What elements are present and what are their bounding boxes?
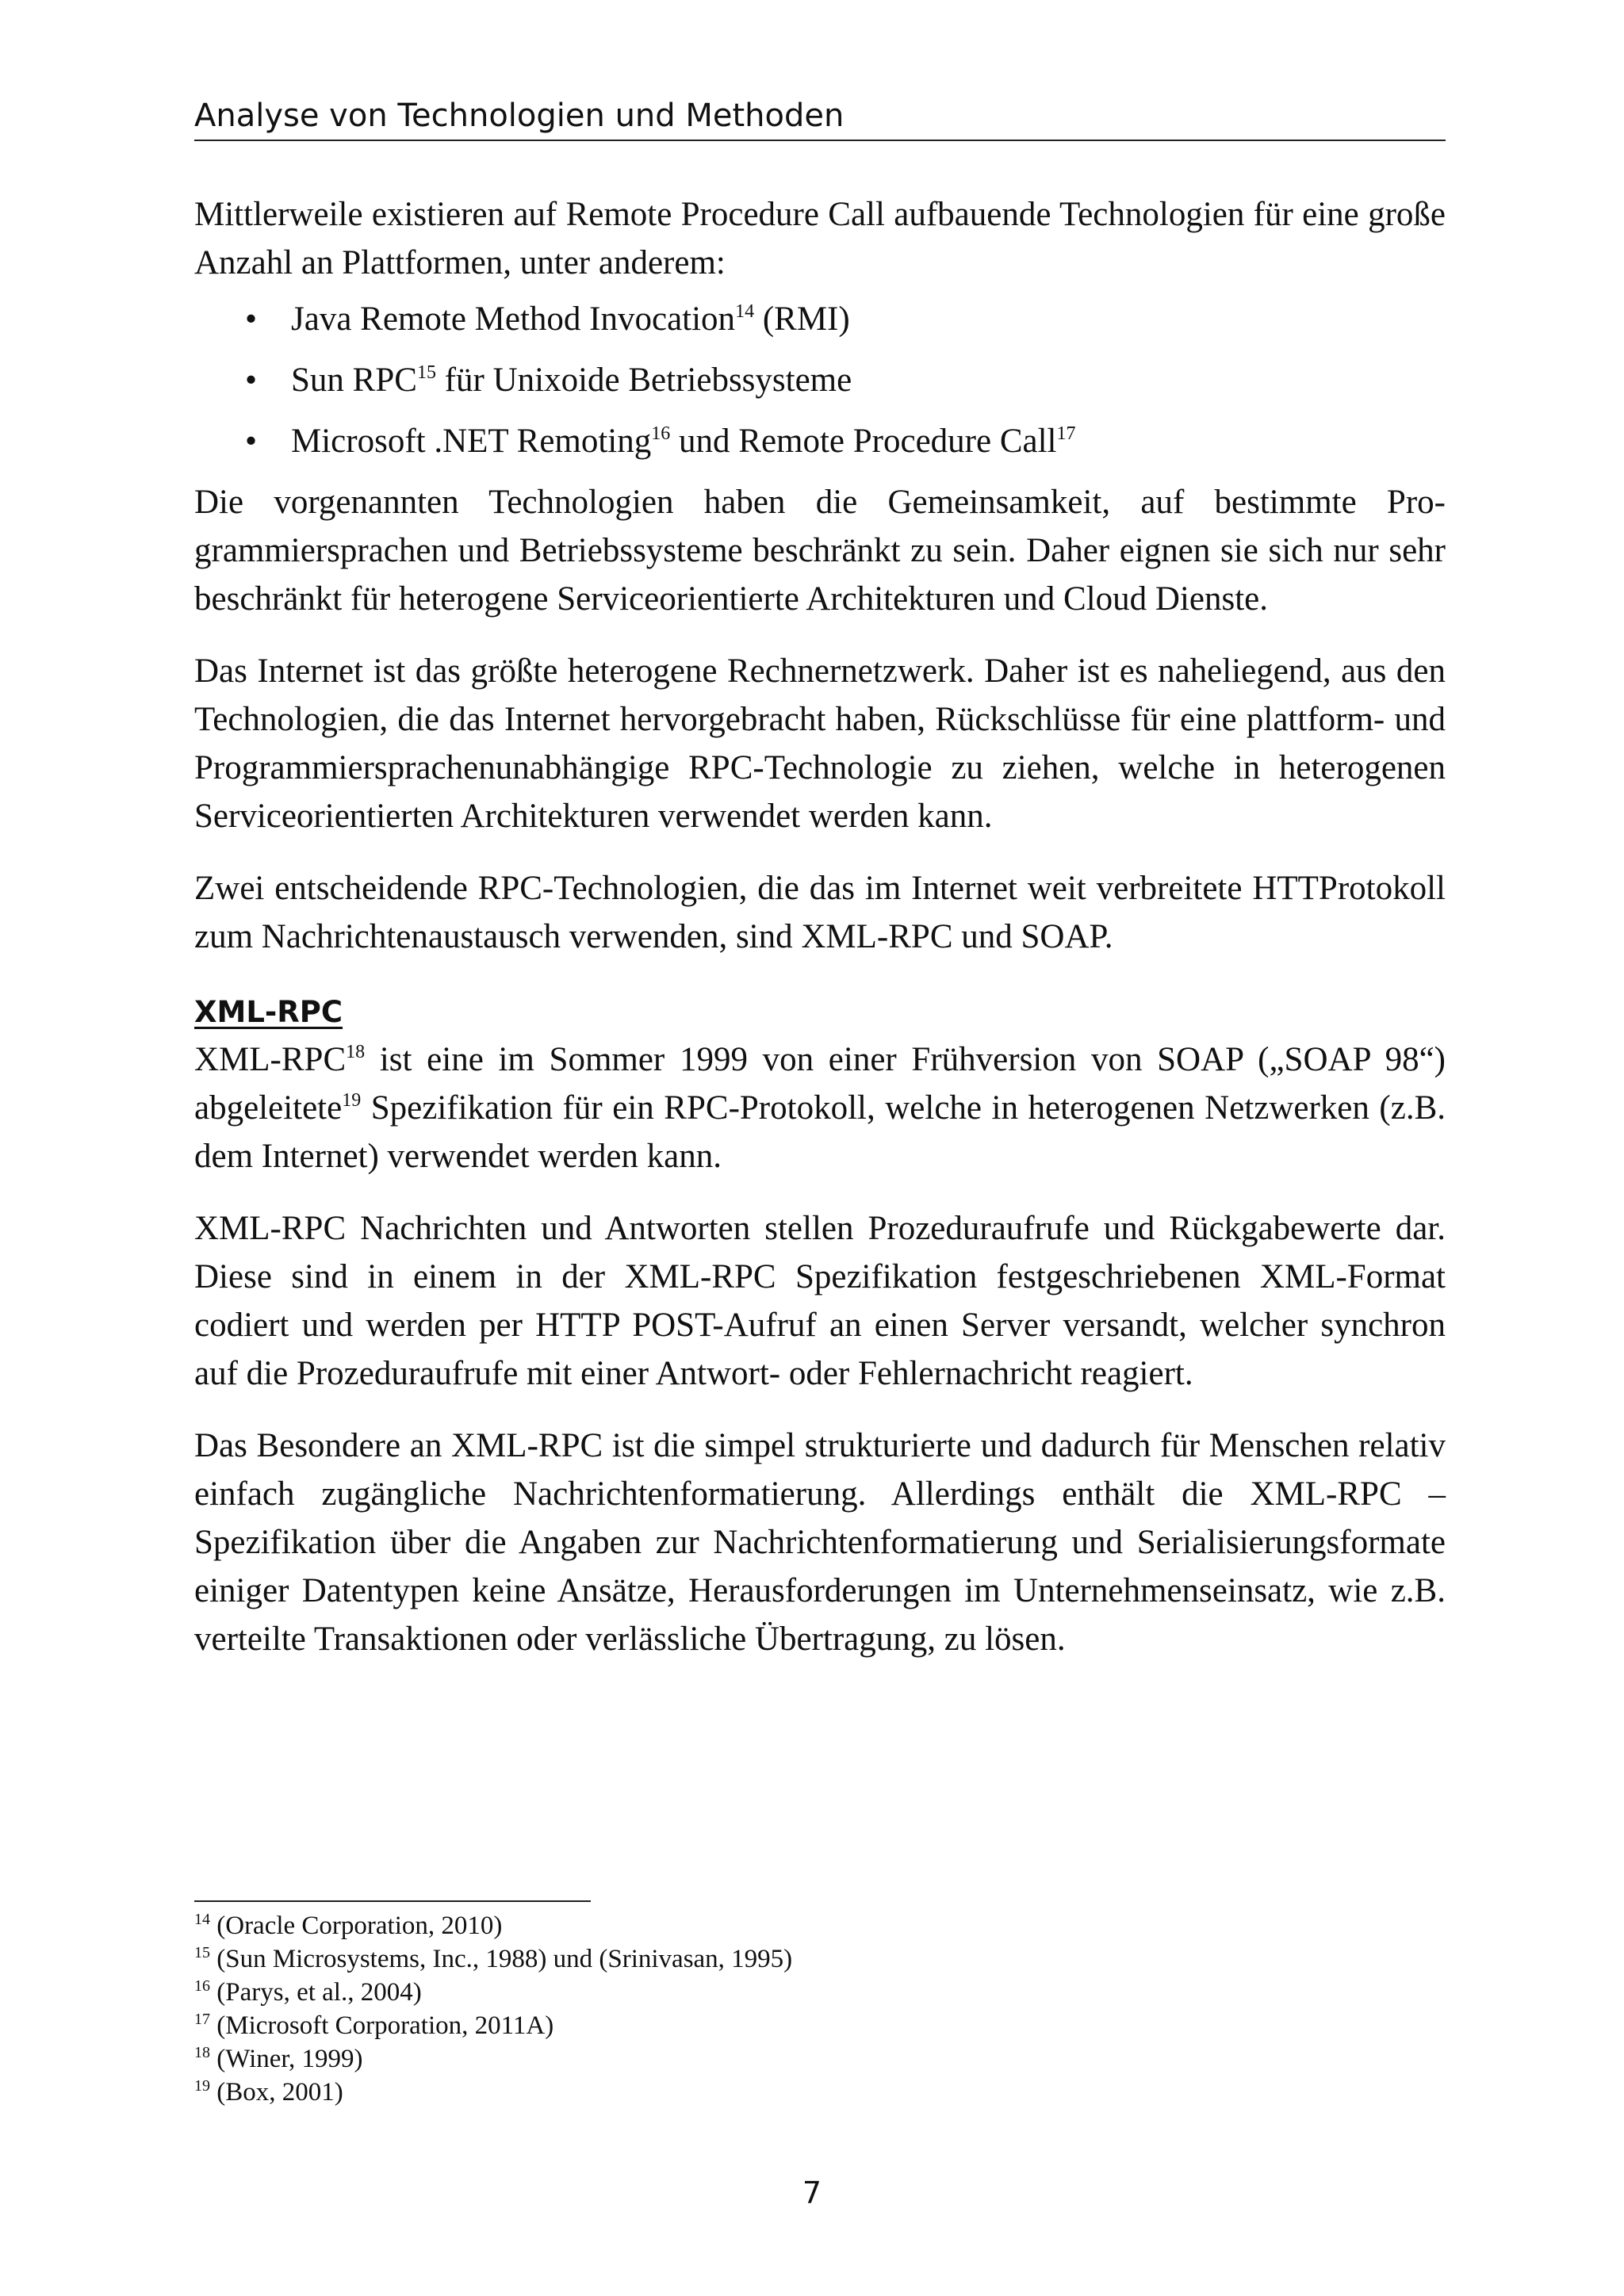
footnote-text: (Parys, et al., 2004) [210,1978,422,2007]
footnote [194,2076,1446,2109]
footnotes [194,1909,1446,2109]
paragraph-text: XML-RPC [194,1041,347,1078]
list-item-text: Sun RPC [291,362,417,399]
footnote-text: (Sun Microsystems, Inc., 1988) und (Srinivasan, 1995) [210,1945,793,1973]
list-item [194,356,1446,404]
list-item [194,295,1446,343]
footnote-ref[interactable]: 16 [651,423,671,444]
footnote-ref[interactable]: 17 [1056,423,1076,444]
list-item-text: (RMI) [754,300,850,338]
bullet-icon: • [245,362,258,399]
paragraph: XML-RPC Nachrichten und Antworten stellen Prozeduraufrufe und Rückgabewerte dar. Diese sind in einem in der XML-RPC Spezifikation festgeschriebenen XML-Format codiert und werden per HTTP POST-Aufruf an einen Server versandt, welcher synchron auf die Prozeduraufrufe mit einer Antwort- oder Fehlernachricht reagiert. [194,1210,1446,1392]
bullet-icon: • [245,423,258,460]
bullet-icon: • [245,300,258,338]
footnote [194,1976,1446,2009]
paragraph-text: Spezifikation für ein RPC-Protokoll, welche in heterogenen Netzwerken (z.B. dem Internet) verwendet werden kann. [194,1089,1446,1175]
footnote-number: 14 [194,1911,210,1928]
paragraph [194,1035,1446,1181]
footnote-text: (Box, 2001) [210,2078,343,2107]
footnote-number: 17 [194,2011,210,2028]
paragraph: Das Besondere an XML-RPC ist die simpel strukturierte und dadurch für Menschen relativ einfach zugängliche Nachrichtenformatierung. Allerdings enthält die XML-RPC – Spezifikation über die Angaben zur Nachrichtenformatierung und Serialisierungsformate einiger Datentypen keine Ansätze, Herausforderungen im Unternehmenseinsatz, wie z.B. verteilte Transaktionen oder verlässliche Übertragung, zu lösen. [194,1427,1446,1658]
footnote-divider [194,1900,591,1902]
page-number: 7 [802,2175,822,2210]
footnote-text: (Microsoft Corporation, 2011A) [210,2011,554,2040]
footnote-ref[interactable]: 18 [346,1042,366,1062]
footnote [194,1942,1446,1976]
technology-list [194,295,1446,465]
footnote-number: 15 [194,1944,210,1961]
list-item-text: und Remote Procedure Call [670,423,1057,460]
footnote-ref[interactable]: 19 [342,1090,362,1111]
footnote-number: 16 [194,1977,210,1995]
footnote-number: 18 [194,2044,210,2061]
intro-paragraph: Mittlerweile existieren auf Remote Procedure Call aufbauende Technologien für eine große Anzahl an Plattformen, unter anderem: [194,196,1446,281]
running-header: Analyse von Technologien und Methoden [194,95,1446,141]
paragraph: Das Internet ist das größte heterogene Rechnernetzwerk. Daher ist es naheliegend, aus den Technologien, die das Internet hervorgebracht haben, Rückschlüsse für eine plattform- und Programmiersprachenunabhängige RPC-Technologie zu ziehen, welche in heterogenen Serviceorientierten Architekturen verwendet werden kann. [194,652,1446,835]
paragraph: Die vorgenannten Technologien haben die Gemeinsamkeit, auf bestimmte Programmiersprachen und Betriebssysteme beschränkt zu sein. Daher eignen sie sich nur sehr beschränkt für heterogene Serviceorientierte Architekturen und Cloud Dienste. [194,484,1446,618]
footnote [194,2042,1446,2076]
footnote [194,1909,1446,1942]
list-item [194,417,1446,465]
footnote-text: (Oracle Corporation, 2010) [210,1911,503,1940]
list-item-text: für Unixoide Betriebssysteme [435,362,852,399]
footnote-ref[interactable]: 15 [416,362,436,383]
footnote-text: (Winer, 1999) [210,2045,363,2073]
footnote [194,2009,1446,2042]
paragraph-text: ist eine im Sommer 1999 von einer Frühversion von SOAP („SOAP 98“) abgeleitete [194,1041,1446,1127]
section-heading: XML-RPC [194,995,343,1029]
list-item-text: Java Remote Method Invocation [291,300,736,338]
body-text [194,190,1446,1687]
paragraph: Zwei entscheidende RPC-Technologien, die das im Internet weit verbreitete HTTProtokoll zum Nachrichtenaustausch verwenden, sind XML-RPC und SOAP. [194,870,1446,955]
footnote-number: 19 [194,2077,210,2095]
footnote-ref[interactable]: 14 [735,301,755,322]
list-item-text: Microsoft .NET Remoting [291,423,652,460]
